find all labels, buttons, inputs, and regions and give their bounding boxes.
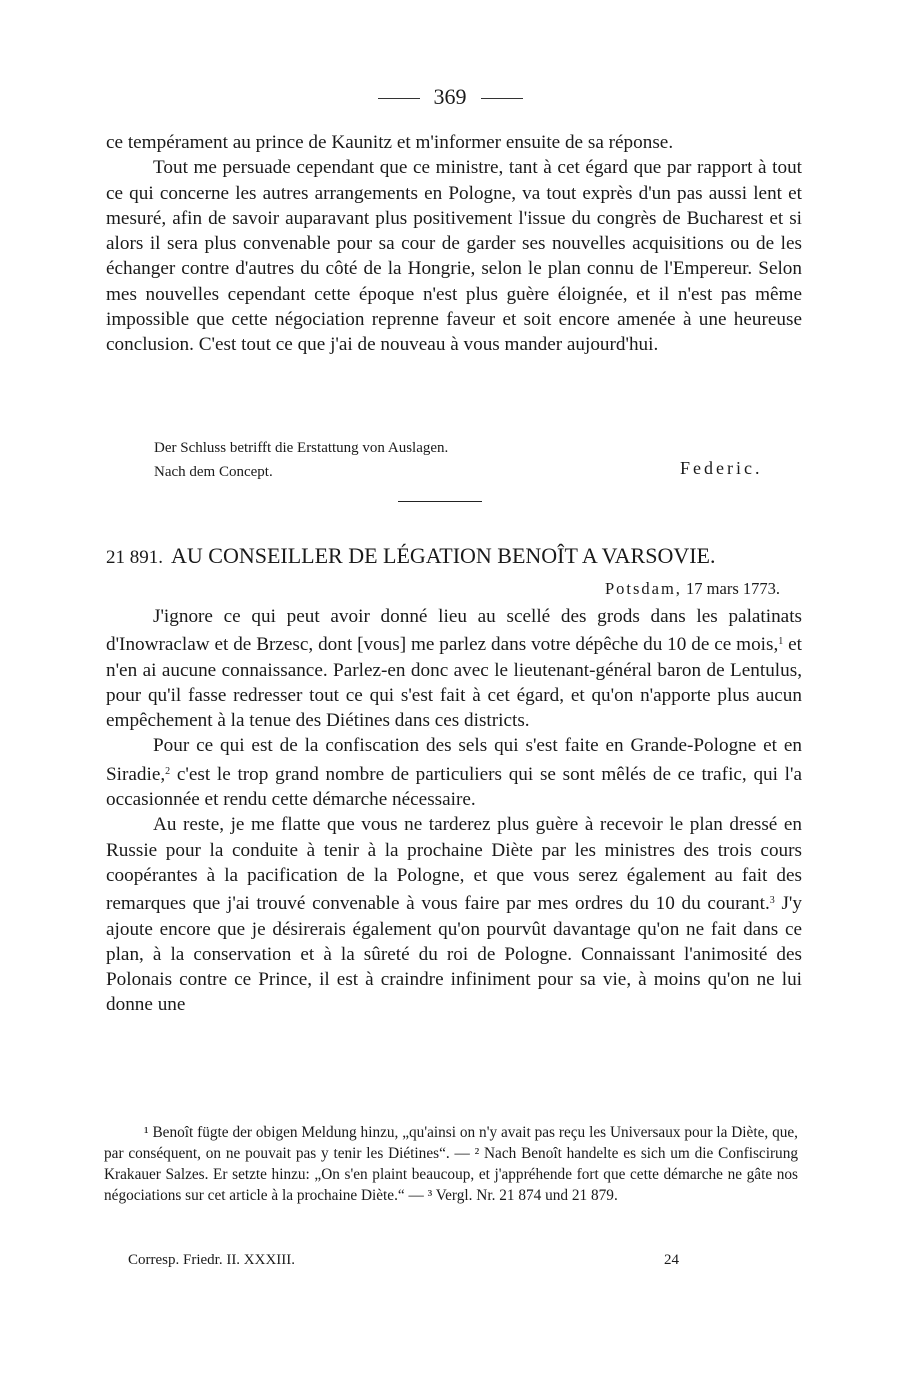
section-divider bbox=[398, 501, 482, 502]
footnote-text: ¹ Benoît fügte der obigen Meldung hinzu, „qu'ainsi on n'y avait pas reçu les Universaux pour la Diète, que, par conséquent, on ne pouvait pas y tenir les Diétines“. — ² Nach Benoît handelte es sich um die Confiscirung Krakauer Salzes. Er setzte hinzu: „On s'en plaint beaucoup, et j'appréhende fort que cette démarche ne gâte nos négociations sur cet article à la prochaine Diète.“ — ³ Vergl. Nr. 21 874 und 21 879. bbox=[104, 1124, 798, 1204]
footnote-ref: 2 bbox=[165, 765, 171, 777]
signature: Federic. bbox=[680, 458, 763, 478]
page-number bbox=[0, 84, 900, 110]
footnote-ref: 1 bbox=[778, 636, 784, 648]
footnotes bbox=[104, 1122, 798, 1206]
letter-heading bbox=[106, 542, 802, 572]
text-run: J'ignore ce qui peut avoir donné lieu au scellé des grods dans les palatinats d'Inowraclaw et de Brzesc, dont [vous] me parlez dans votre dépêche du 10 de ce mois, bbox=[106, 606, 802, 656]
paragraph bbox=[106, 812, 802, 1017]
dash-right bbox=[481, 98, 523, 99]
source-note: Nach dem Concept. bbox=[154, 464, 273, 480]
signature-mark: 24 bbox=[664, 1252, 679, 1268]
footnote-ref: 3 bbox=[769, 895, 775, 907]
dateline-place: Potsdam, bbox=[604, 579, 682, 598]
text-run: Au reste, je me flatte que vous ne tarderez plus guère à recevoir le plan dressé en Russie pour la conduite à tenir à la prochaine Diète par les ministres des trois cours coopérantes à la pacification de la Pologne, et que vous serez également au fait des remarques que j'ai trouvé convenable à vous faire par mes ordres du 10 du courant. bbox=[106, 814, 802, 915]
paragraph bbox=[106, 733, 802, 812]
text-run: J'y ajoute encore que je désirerais également qu'on pourvût davantage qu'on ne fait dans ce plan, à la conservation et à la sûreté du roi de Pologne. Connaissant l'animosité des Polonais contre ce Prince, il est à craindre infiniment pour sa vie, à moins qu'on ne lui donne une bbox=[106, 893, 802, 1016]
footer-source: Corresp. Friedr. II. XXXIII. bbox=[128, 1252, 296, 1268]
dateline bbox=[605, 578, 780, 600]
paragraph: Tout me persuade cependant que ce ministre, tant à cet égard que par rapport à tout ce qui concerne les autres arrangements en Pologne, va tout exprès d'un pas aussi lent et mesuré, afin de savoir auparavant plus positivement l'issue du congrès de Bucharest et si alors il sera plus convenable pour sa cour de garder ses nouvelles acquisitions ou de les échanger contre d'autres du côté de la Hongrie, selon le plan connu de l'Empereur. Selon mes nouvelles cependant cette époque n'est plus guère éloignée, et il n'est pas même impossible que cette négociation reprenne faveur et soit encore amenée à une heureuse conclusion. C'est tout ce que j'ai de nouveau à vous mander aujourd'hui. bbox=[106, 157, 802, 356]
paragraph bbox=[106, 604, 802, 733]
text-run: c'est le trop grand nombre de particuliers qui se sont mêlés de ce trafic, qui l'a occasionnée et rendu cette démarche nécessaire. bbox=[106, 763, 802, 811]
previous-letter-body bbox=[106, 130, 802, 358]
letter-body bbox=[106, 604, 802, 1018]
dash-left bbox=[378, 98, 420, 99]
text-run: Pour ce qui est de la confiscation des sels qui s'est faite en Grande-Pologne et en Siradie, bbox=[106, 735, 802, 785]
letter-number: 21 891. bbox=[106, 547, 163, 568]
editor-note: Der Schluss betrifft die Erstattung von Auslagen. bbox=[154, 440, 449, 456]
text-run: et n'en ai aucune connaissance. Parlez-en donc avec le lieutenant-général baron de Lentulus, pour qu'il fasse redresser tout ce qui s'est fait à cet égard, et qu'on n'apporte plus aucun empêchement à la tenue des Diétines dans ces districts. bbox=[106, 634, 802, 732]
letter-title: AU CONSEILLER DE LÉGATION BENOÎT A VARSOVIE. bbox=[171, 543, 716, 568]
dateline-date: 17 mars 1773. bbox=[686, 579, 780, 598]
paragraph: ce tempérament au prince de Kaunitz et m'informer ensuite de sa réponse. bbox=[106, 132, 674, 153]
page-footer bbox=[128, 1252, 688, 1269]
page-number-text: 369 bbox=[433, 84, 467, 109]
